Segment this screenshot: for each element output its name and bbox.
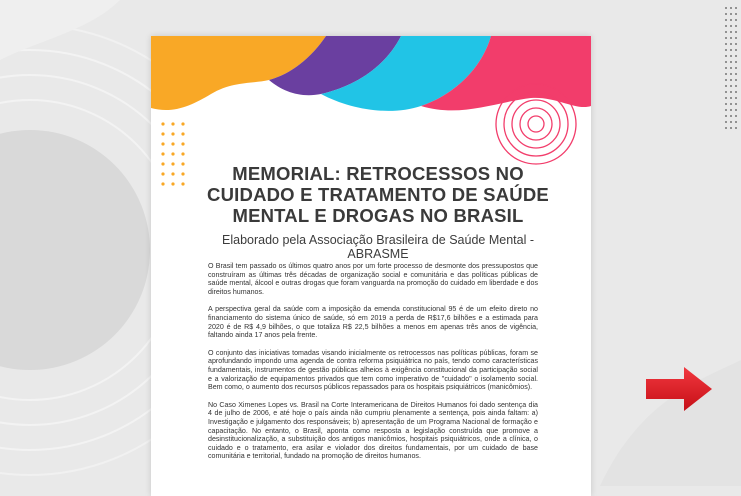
title-line-2: CUIDADO E TRATAMENTO DE SAÚDE xyxy=(207,184,549,205)
document-page xyxy=(151,36,591,496)
document-body xyxy=(208,262,538,470)
document-title xyxy=(191,163,565,226)
paragraph-3: O conjunto das iniciativas tomadas visando inicialmente os retrocessos nas políticas públicas, foram se aprofundando impondo uma agenda de contra reforma psiquiátrica no país, tendo como características fundamentais, instrumentos de gestão públicas alheios à exigência constitucional da participação social e a valorização de equipamentos privados que tem como imperativo de "cuidado" o isolamento social. Bem como, o aumento dos recursos públicos repassados para os hospitais psiquiátricos (manicômios). xyxy=(208,348,538,392)
title-line-1: MEMORIAL: RETROCESSOS NO xyxy=(232,163,524,184)
paragraph-4: No Caso Ximenes Lopes vs. Brasil na Corte Interamericana de Direitos Humanos foi dado sentença dia 4 de julho de 2006, e até hoje o país ainda não cumpriu plenamente a sentença, pois ainda faltam: a) Investigação e julgamento dos responsáveis; b) apresentação de um Programa Nacional de formação e capacitação. No entanto, o Brasil, aponta como resposta a legislação construída que promove a desinstitucionalização, a substituição dos antigos manicômios, hospitais psiquiátricos, onde a clínica, o cuidado e o tratamento, era asilar e violador dos direitos fundamentais, por um cuidado de base comunitária e territorial, fundado na promoção de direitos humanos. xyxy=(208,400,538,461)
dot-pattern-right xyxy=(722,0,741,180)
title-line-3: MENTAL E DROGAS NO BRASIL xyxy=(232,205,524,226)
arrow-right-icon[interactable] xyxy=(644,365,714,413)
document-subtitle: Elaborado pela Associação Brasileira de Saúde Mental - ABRASME xyxy=(222,233,534,261)
paragraph-1: O Brasil tem passado os últimos quatro anos por um forte processo de desmonte dos pressupostos que construíram as últimas três décadas de organização social e comunitária e das políticas públicas de saúde mental, álcool e outras drogas que foram vanguarda na promoção do cuidado em liberdade e dos direitos humanos. xyxy=(208,262,538,296)
paragraph-2: A perspectiva geral da saúde com a imposição da emenda constitucional 95 é de um efeito direto no financiamento do sistema único de saúde, só em 2019 a perda de R$17,6 bilhões e a estimada para 2020 é de R$ 4,9 bilhões, o que totaliza R$ 22,5 bilhões a menos em apenas três anos de vigência, faltando ainda 17 anos pela frente. xyxy=(208,305,538,340)
